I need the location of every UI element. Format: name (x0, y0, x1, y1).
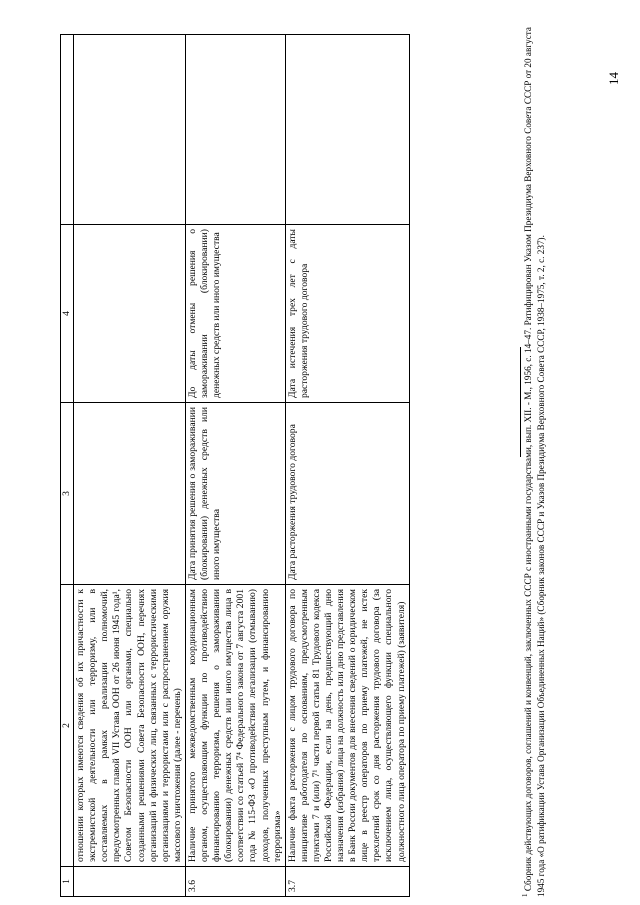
row-end-date: До даты отмены решения о замораживании (блокировании) денежных средств или иного имущества (185, 225, 285, 403)
requirements-table (60, 34, 410, 897)
footnote-divider (520, 347, 521, 457)
footnote (522, 27, 547, 897)
row-number: 3.6 (185, 867, 285, 897)
table-row (285, 35, 409, 897)
row-extra (185, 35, 285, 225)
row-number (74, 867, 186, 897)
page-number: 14 (606, 72, 621, 85)
table-row (74, 35, 186, 897)
row-start-date: Дата расторжения трудового договора (285, 403, 409, 585)
column-header (61, 35, 74, 225)
column-header: 1 (61, 867, 74, 897)
table-header-row (61, 35, 74, 897)
row-condition: Наличие факта расторжения с лицом трудового договора по инициативе работодателя по основаниям, предусмотренным пунктами 7 и (или) 7¹ части первой статьи 81 Трудового кодекса Российской Федерации, если на день, предшествующий дню назначения (избрания) лица на должность или дню представления в Банк России документов для внесения сведений о юридическом лице в реестр операторов по приему платежей, не истек трехлетний срок со дня расторжения трудового договора (за исключением лица, осуществляющего функции специального должностного лица оператора по приему платежей) (заявителя) (285, 585, 409, 867)
row-end-date (74, 225, 186, 403)
column-header: 4 (61, 225, 74, 403)
row-start-date (74, 403, 186, 585)
row-condition: Наличие принятого межведомственным координационным органом, осуществляющим функции по противодействию финансированию терроризма, решения о замораживании (блокировании) денежных средств или иного имущества лица в соответствии со статьей 7⁴ Федерального закона от 7 августа 2001 года № 115-ФЗ «О противодействии легализации (отмыванию) доходов, полученных преступным путем, и финансированию терроризма» (185, 585, 285, 867)
column-header: 2 (61, 585, 74, 867)
row-number: 3.7 (285, 867, 409, 897)
row-condition: отношении которых имеются сведения об их причастности к экстремистской деятельности или терроризму, или в составляемых в рамках реализации полномочий, предусмотренных главой VII Устава ООН от 26 июня 1945 года¹, Советом Безопасности ООН или органами, специально созданными решениями Совета Безопасности ООН, перечнях организаций и физических лиц, связанных с террористическими организациями и террористами или с распространением оружия массового уничтожения (далее - перечень) (74, 585, 186, 867)
row-end-date: Дата истечения трех лет с даты расторжения трудового договора (285, 225, 409, 403)
footnote-text: Сборник действующих договоров, соглашений и конвенций, заключенных СССР с иностранными государствами, вып. XII. - М., 1956, с. 14–47. Ратифицирован Указом Президиума Верховного Совета СССР от 20 августа 1945 года «О ратификации Устава Организации Объединенных Наций» (Сборник законов СССР и Указов Президиума Верховного Совета СССР, 1938–1975, т. 2, с. 237). (523, 27, 546, 897)
column-header: 3 (61, 403, 74, 585)
row-extra (285, 35, 409, 225)
row-extra (74, 35, 186, 225)
table-row (185, 35, 285, 897)
row-start-date: Дата принятия решения о замораживании (блокировании) денежных средств или иного имущества (185, 403, 285, 585)
footnote-mark: 1 (520, 893, 529, 897)
